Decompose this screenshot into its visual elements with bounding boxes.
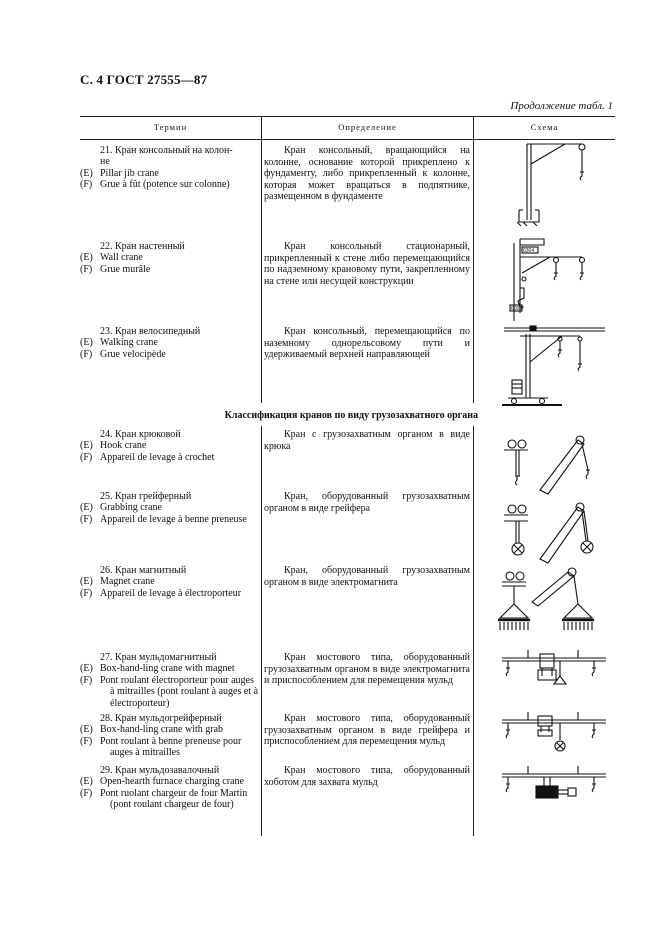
language-code: (F) [80, 787, 93, 799]
term-translation-line [80, 337, 260, 348]
term-number-label: 26. Кран магнитный [100, 565, 187, 576]
term-number-label: 24. Кран крюковой [100, 429, 181, 440]
term-translation-line [80, 736, 260, 759]
charging-crane-scheme [498, 766, 608, 816]
definition-cell: Кран, оборудованный грузозахватным органом в виде грейфера [264, 491, 470, 514]
definition-cell: Кран консольный, перемещающийся по наземному однорельсовому пути и удерживаемый верхней направляющей [264, 326, 470, 361]
pillar-jib-crane-scheme [505, 140, 595, 230]
language-code: (E) [80, 776, 93, 788]
language-code: (E) [80, 576, 93, 588]
language-code: (F) [80, 263, 93, 275]
term-translation-line [80, 179, 260, 190]
language-code: (F) [80, 735, 93, 747]
term-number-label: 28. Кран мульдогрейферный [100, 713, 222, 724]
term-translation-line [80, 514, 260, 525]
term-translation-text: не [100, 156, 110, 168]
term-number-label: 23. Кран велосипедный [100, 326, 201, 337]
term-translation-line [80, 675, 260, 709]
term-translation-text: Hook crane [100, 440, 147, 452]
wall-crane-scheme [500, 233, 595, 323]
language-code: (F) [80, 179, 93, 191]
term-cell [80, 241, 260, 275]
term-translation-line [80, 349, 260, 360]
term-cell [80, 326, 260, 360]
term-translation-text: Appareil de levage à crochet [100, 451, 215, 463]
definition-cell: Кран мостового типа, оборудованный хоботом для захвата мульд [264, 765, 470, 788]
language-code: (E) [80, 167, 93, 179]
box-handling-grab-crane-scheme [498, 712, 608, 762]
term-translation-line [80, 576, 260, 587]
term-translation-line [80, 252, 260, 263]
term-translation-text: Box-hand-ling crane with magnet [100, 663, 235, 675]
term-number-label: 22. Кран настенный [100, 241, 185, 252]
definition-cell: Кран, оборудованный грузозахватным органом в виде электромагнита [264, 565, 470, 588]
page-header: С. 4 ГОСТ 27555—87 [80, 72, 208, 87]
term-translation-text: Appareil de levage à électroporteur [100, 587, 242, 599]
term-cell [80, 429, 260, 463]
term-translation-text: Grue velocipède [100, 348, 166, 360]
grabbing-crane-scheme [498, 495, 598, 567]
term-translation-line [80, 168, 260, 179]
language-code: (E) [80, 337, 93, 349]
box-handling-magnet-crane-scheme [498, 648, 608, 698]
term-cell [80, 491, 260, 525]
term-translation-text: Walking crane [100, 337, 158, 349]
term-translation-text: Pont ruolant chargeur de four Martin (pont roulant chargeur de four) [100, 787, 248, 811]
language-code: (E) [80, 252, 93, 264]
language-code: (E) [80, 724, 93, 736]
definition-cell: Кран консольный, вращающийся на колонне, основание которой прикреплено к фундаменту, либо прикрепленный к колонне, которая может вращаться в подпятнике, размещенном в фундаменте [264, 145, 470, 203]
term-number-label: 25. Кран грейферный [100, 491, 192, 502]
column-divider [261, 426, 262, 836]
definition-cell: Кран консольный стационарный, прикрепленный к стене либо перемещающийся по надземному крановому пути, закрепленному на стене или несущей конструкции [264, 241, 470, 287]
term-translation-line [80, 724, 260, 735]
term-translation-text: Box-hand-ling crane with grab [100, 724, 224, 736]
term-cell [80, 565, 260, 599]
language-code: (F) [80, 451, 93, 463]
hook-crane-scheme [498, 430, 598, 498]
term-cell [80, 765, 260, 811]
language-code: (F) [80, 674, 93, 686]
term-translation-text: Pont roulant à benne preneuse pour auges à mitrailles [100, 735, 242, 759]
term-translation-line [80, 452, 260, 463]
term-translation-text: Magnet crane [100, 576, 155, 588]
language-code: (E) [80, 440, 93, 452]
table-continuation-note: Продолжение табл. 1 [510, 100, 613, 112]
term-translation-line [80, 156, 260, 167]
column-header-scheme: Схема [530, 122, 559, 132]
svg-text:6004: 6004 [511, 306, 523, 312]
term-translation-line [80, 502, 260, 513]
term-translation-text: Pillar jib crane [100, 167, 159, 179]
language-code: (E) [80, 502, 93, 514]
table-top-rule [80, 116, 615, 117]
term-translation-text: Grue à fût (potence sur colonne) [100, 179, 230, 191]
language-code: (F) [80, 587, 93, 599]
section-title: Классификация кранов по виду грузозахватного органа [224, 410, 478, 421]
term-translation-line [80, 663, 260, 674]
term-translation-line [80, 588, 260, 599]
term-cell [80, 713, 260, 759]
term-number-label: 29. Кран мульдозавалочный [100, 765, 220, 776]
column-header-term: Термин [153, 122, 188, 132]
definition-cell: Кран с грузозахватным органом в виде крюка [264, 429, 470, 452]
term-translation-line [80, 440, 260, 451]
term-translation-line [80, 264, 260, 275]
definition-cell: Кран мостового типа, оборудованный грузозахватным органом в виде грейфера и приспособлением для перемещения мульд [264, 713, 470, 748]
term-translation-line [80, 788, 260, 811]
term-number-label: 27. Кран мульдомагнитный [100, 652, 217, 663]
term-translation-text: Appareil de levage à benne preneuse [100, 513, 247, 525]
column-divider [473, 116, 474, 403]
term-translation-text: Wall crane [100, 252, 143, 264]
language-code: (E) [80, 663, 93, 675]
term-translation-text: Grue murâle [100, 263, 151, 275]
walking-crane-scheme [500, 322, 610, 412]
term-cell [80, 652, 260, 709]
svg-text:6304: 6304 [523, 248, 535, 254]
language-code: (F) [80, 348, 93, 360]
column-header-definition: Определение [338, 122, 397, 132]
term-translation-text: Grabbing crane [100, 502, 162, 514]
magnet-crane-scheme [496, 562, 600, 640]
term-translation-line [80, 776, 260, 787]
language-code: (F) [80, 513, 93, 525]
term-cell [80, 145, 260, 191]
column-divider [473, 426, 474, 836]
term-translation-text: Pont roulant électroporteur pour auges à mitrailles (pont roulant à auges et à électroporteur) [100, 674, 259, 709]
term-number-label: 21. Кран консольный на колон- [100, 145, 233, 156]
definition-cell: Кран мостового типа, оборудованный грузозахватным органом в виде электромагнита и приспособлением для перемещения мульд [264, 652, 470, 687]
column-divider [261, 116, 262, 403]
term-translation-text: Open-hearth furnace charging crane [100, 776, 244, 788]
